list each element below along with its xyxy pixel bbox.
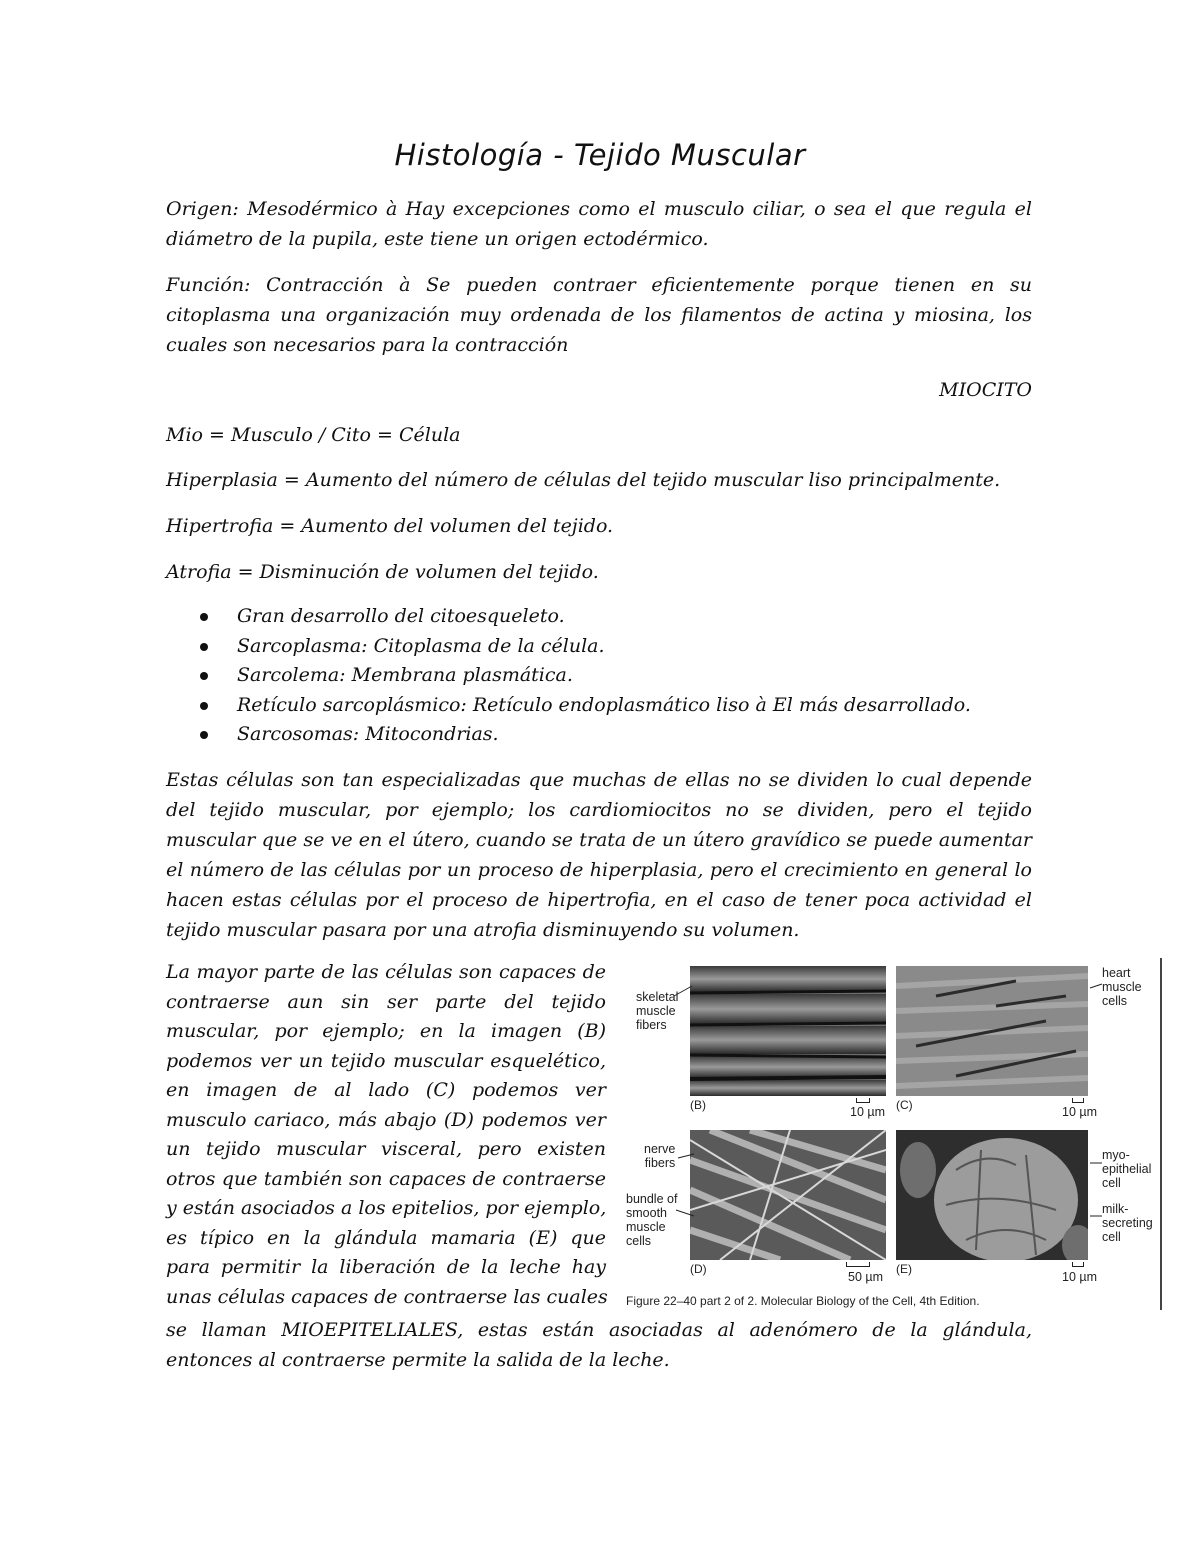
paragraph-line: musculo cariaco, más abajo (D) podemos ver bbox=[166, 1108, 606, 1131]
paragraph-line: para permitir la liberación de la leche hay bbox=[166, 1256, 606, 1278]
paragraph-line: es típico en la glándula mamaria (E) que bbox=[166, 1226, 606, 1249]
page-title: Histología - Tejido Muscular bbox=[394, 138, 806, 172]
paragraph-line: muscular, por ejemplo; en la imagen (B) bbox=[166, 1020, 606, 1042]
tag-e: (E) bbox=[896, 1262, 912, 1276]
scale-c: 10 µm bbox=[1062, 1105, 1097, 1119]
bullet-icon bbox=[200, 643, 208, 651]
paragraph-line: en imagen de al lado (C) podemos ver bbox=[166, 1079, 606, 1101]
label-milk-secreting-cell: milk- secreting cell bbox=[1102, 1202, 1153, 1244]
list-item: Gran desarrollo del citoesqueleto. bbox=[166, 602, 1032, 632]
definition-hipertrofia: Hipertrofia = Aumento del volumen del tejido. bbox=[166, 515, 614, 537]
label-heart-muscle-cells: heart muscle cells bbox=[1102, 966, 1142, 1008]
bullet-icon bbox=[200, 613, 208, 621]
paragraph-line: un tejido muscular visceral, pero existen bbox=[166, 1138, 606, 1160]
tag-c: (C) bbox=[896, 1098, 913, 1112]
definition-atrofia: Atrofia = Disminución de volumen del tejido. bbox=[166, 561, 599, 583]
muscle-figure bbox=[624, 958, 1162, 1310]
list-item: Sarcosomas: Mitocondrias. bbox=[166, 720, 1032, 750]
scale-bar-icon bbox=[846, 1262, 870, 1267]
label-skeletal-muscle-fibers: skeletal muscle fibers bbox=[636, 990, 679, 1032]
funcion-paragraph: Función: Contracción à Se pueden contraer eficientemente porque tienen en su citoplasma una organización muy ordenada de los filamentos de actina y miosina, los cuales son necesarios para la contracción bbox=[166, 274, 1032, 356]
paragraph-line: La mayor parte de las células son capaces de bbox=[166, 961, 606, 983]
label-nerve-fibers: nerve fibers bbox=[644, 1142, 676, 1170]
paragraph-line: unas células capaces de contraerse las cuales bbox=[166, 1285, 608, 1308]
scale-d: 50 µm bbox=[848, 1270, 883, 1284]
wrapped-paragraph-end bbox=[166, 1316, 1032, 1375]
paragraph-line: y están asociados a los epitelios, por ejemplo, bbox=[166, 1197, 607, 1219]
especializadas-paragraph: Estas células son tan especializadas que muchas de ellas no se dividen lo cual depende del tejido muscular, por ejemplo; los cardiomiocitos no se dividen, pero el tejido muscular que se ve en el útero, cuando se trata de un útero gravídico se puede aumentar el número de las células por un proceso de hiperplasia, pero el crecimiento en general lo hacen estas células por el proceso de hipertrofia, en el caso de tener poca actividad el tejido muscular pasara por una atrofia disminuyendo su volumen. bbox=[166, 769, 1032, 941]
scale-bar-icon bbox=[856, 1098, 870, 1103]
leader-lines bbox=[624, 958, 1160, 1310]
figure-caption: Figure 22–40 part 2 of 2. Molecular Biology of the Cell, 4th Edition. bbox=[626, 1294, 980, 1308]
paragraph-line: se llaman MIOEPITELIALES, estas están asociadas al adenómero de la glándula, bbox=[166, 1319, 1032, 1341]
label-bundle-smooth-muscle: bundle of smooth muscle cells bbox=[626, 1192, 678, 1248]
list-item: Retículo sarcoplásmico: Retículo endoplasmático liso à El más desarrollado. bbox=[166, 691, 1032, 721]
definition-mio: Mio = Musculo / Cito = Célula bbox=[166, 424, 461, 446]
list-item: Sarcolema: Membrana plasmática. bbox=[166, 661, 1032, 691]
paragraph-line: entonces al contraerse permite la salida de la leche. bbox=[166, 1348, 670, 1371]
scale-bar-icon bbox=[1072, 1262, 1084, 1267]
scale-bar-icon bbox=[1072, 1098, 1084, 1103]
paragraph-line: contraerse aun sin ser parte del tejido bbox=[166, 990, 606, 1013]
scale-b: 10 µm bbox=[850, 1105, 885, 1119]
bullet-icon bbox=[200, 672, 208, 680]
miocito-heading: MIOCITO bbox=[939, 379, 1032, 401]
origen-paragraph: Origen: Mesodérmico à Hay excepciones como el musculo ciliar, o sea el que regula el diámetro de la pupila, este tiene un origen ectodérmico. bbox=[166, 198, 1032, 250]
features-list bbox=[166, 602, 1032, 750]
bullet-icon bbox=[200, 702, 208, 710]
list-item: Sarcoplasma: Citoplasma de la célula. bbox=[166, 632, 1032, 662]
scale-e: 10 µm bbox=[1062, 1270, 1097, 1284]
paragraph-line: podemos ver un tejido muscular esquelético, bbox=[166, 1049, 606, 1072]
paragraph-line: otros que también son capaces de contraerse bbox=[166, 1167, 606, 1190]
bullet-icon bbox=[200, 731, 208, 739]
wrapped-paragraph bbox=[166, 958, 606, 1312]
label-myoepithelial-cell: myo- epithelial cell bbox=[1102, 1148, 1152, 1190]
tag-b: (B) bbox=[690, 1098, 706, 1112]
definition-hiperplasia: Hiperplasia = Aumento del número de células del tejido muscular liso principalmente. bbox=[166, 469, 1001, 491]
tag-d: (D) bbox=[690, 1262, 707, 1276]
